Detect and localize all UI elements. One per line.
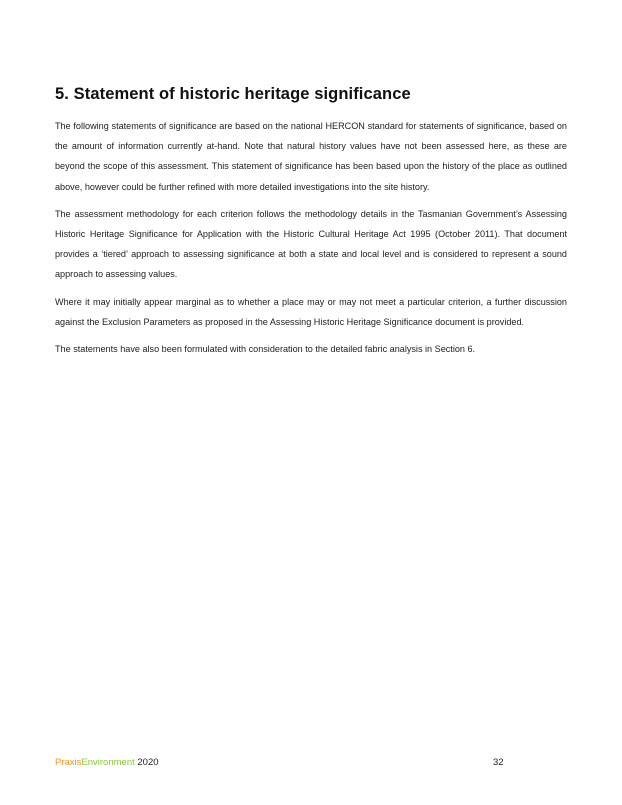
footer-brand: [55, 757, 159, 768]
section-body: [55, 116, 567, 366]
brand-name-praxis: Praxis: [55, 757, 82, 768]
paragraph: Where it may initially appear marginal as to whether a place may or may not meet a particular criterion, a further discussion against the Exclusion Parameters as proposed in the Assessing Historic Heritage Significance document is provided.: [55, 296, 567, 327]
page-footer: [55, 756, 567, 770]
section-heading: 5. Statement of historic heritage significance: [55, 85, 411, 103]
footer-year: 2020: [137, 757, 159, 768]
paragraph: The following statements of significance are based on the national HERCON standard for statements of significance, based on the amount of information currently at-hand. Note that natural history values have not been assessed here, as these are beyond the scope of this assessment. This statement of significance has been based upon the history of the place as outlined above, however could be further refined with more detailed investigations into the site history.: [55, 121, 567, 192]
page-number: 32: [493, 757, 504, 768]
paragraph: The assessment methodology for each criterion follows the methodology details in the Tasmanian Government’s Assessing Historic Heritage Significance for Application with the Historic Cultural Heritage Act 1995 (October 2011). That document provides a ‘tiered’ approach to assessing significance at both a state and local level and is considered to represent a sound approach to assessing values.: [55, 208, 567, 280]
brand-name-environment: Environment: [81, 757, 135, 768]
paragraph: The statements have also been formulated with consideration to the detailed fabric analysis in Section 6.: [55, 344, 476, 355]
